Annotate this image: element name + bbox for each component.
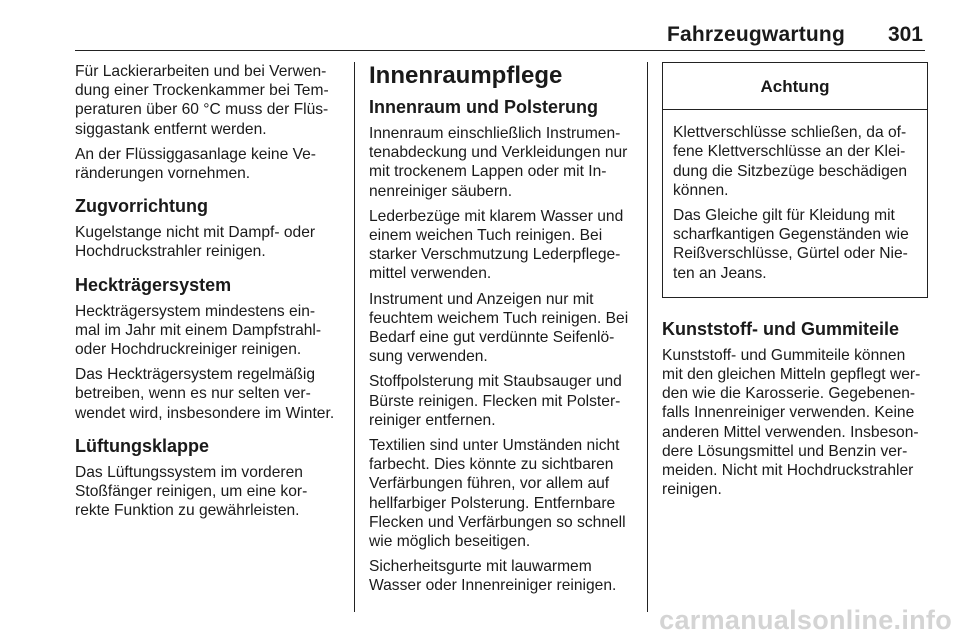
paragraph: Stoffpolsterung mit Staubsauger und Bürste reinigen. Flecken mit Polster- reiniger entfernen. — [369, 373, 622, 429]
heading-lueftungsklappe: Lüftungsklappe — [75, 435, 209, 456]
column-divider-1 — [354, 62, 355, 612]
heading-innenraum-polsterung: Innenraum und Polsterung — [369, 97, 599, 117]
column-divider-2 — [647, 62, 648, 612]
paragraph: Heckträgersystem mindestens ein- mal im Jahr mit einem Dampfstrahl- oder Hochdruckreiniger reinigen. — [75, 302, 322, 359]
paragraph: Für Lackierarbeiten und bei Verwen- dung einer Trockenkammer bei Tem- peraturen über 60 °C muss der Flüs- siggastank entfernt werden. — [75, 63, 329, 138]
heading-innenraumpflege: Innenraumpflege — [369, 62, 563, 89]
paragraph: Lederbezüge mit klarem Wasser und einem weichen Tuch reinigen. Bei starker Verschmutzung Lederpflege- mittel verwenden. — [369, 207, 624, 283]
paragraph: Textilien sind unter Umständen nicht farbecht. Dies könnte zu sichtbaren Verfärbungen führen, vor allem auf hellfarbiger Polsterung. Entfernbare Flecken und Verfärbungen so schnell wie möglich beseitigen. — [369, 437, 626, 551]
page-header — [75, 0, 925, 51]
heading-kunststoff-gummiteile: Kunststoff- und Gummiteile — [662, 318, 899, 339]
warning-body — [663, 110, 927, 297]
paragraph: Das Heckträgersystem regelmäßig betreiben, wenn es nur selten ver- wendet wird, insbesondere im Winter. — [75, 366, 335, 422]
warning-title: Achtung — [663, 63, 927, 110]
paragraph: Sicherheitsgurte mit lauwarmem Wasser oder Innenreiniger reinigen. — [369, 558, 617, 595]
warning-box — [662, 62, 928, 298]
paragraph: Kugelstange nicht mit Dampf- oder Hochdruckstrahler reinigen. — [75, 224, 316, 261]
page-number: 301 — [887, 23, 923, 46]
paragraph: Das Lüftungssystem im vorderen Stoßfänger reinigen, um eine kor- rekte Funktion zu gewährleisten. — [75, 463, 308, 520]
paragraph: Instrument und Anzeigen nur mit feuchtem weichem Tuch reinigen. Bei Bedarf eine gut verdünnte Seifenlö- sung verwenden. — [369, 290, 629, 366]
paragraph: Innenraum einschließlich Instrumen- tenabdeckung und Verkleidungen nur mit trockenem Lappen oder mit In- nenreiniger säubern. — [369, 125, 628, 200]
column-1 — [75, 62, 347, 526]
paragraph: An der Flüssiggasanlage keine Ve- ränderungen vornehmen. — [75, 145, 316, 183]
warning-paragraph: Klettverschlüsse schließen, da of- fene Klettverschlüsse an der Klei- dung die Sitzbezüge beschädigen können. — [673, 124, 908, 199]
heading-hecktraegersystem: Heckträgersystem — [75, 274, 232, 295]
column-2 — [369, 62, 636, 602]
section-title: Fahrzeugwartung — [666, 23, 845, 46]
heading-zugvorrichtung: Zugvorrichtung — [75, 196, 208, 217]
watermark: carmanualsonline.info — [659, 605, 952, 635]
paragraph: Kunststoff- und Gummiteile können mit den gleichen Mitteln gepflegt wer- den wie die Karosserie. Gegebenen- falls Innenreiniger verwenden. Keine anderen Mittel verwenden. Insbeson- dere Lösungsmittel und Benzin ver- meiden. Nicht mit Hochdruckstrahler reinigen. — [662, 346, 921, 499]
column-3 — [662, 62, 928, 505]
warning-paragraph: Das Gleiche gilt für Kleidung mit scharfkantigen Gegenständen wie Reißverschlüsse, Gürtel oder Nie- ten an Jeans. — [673, 207, 909, 282]
